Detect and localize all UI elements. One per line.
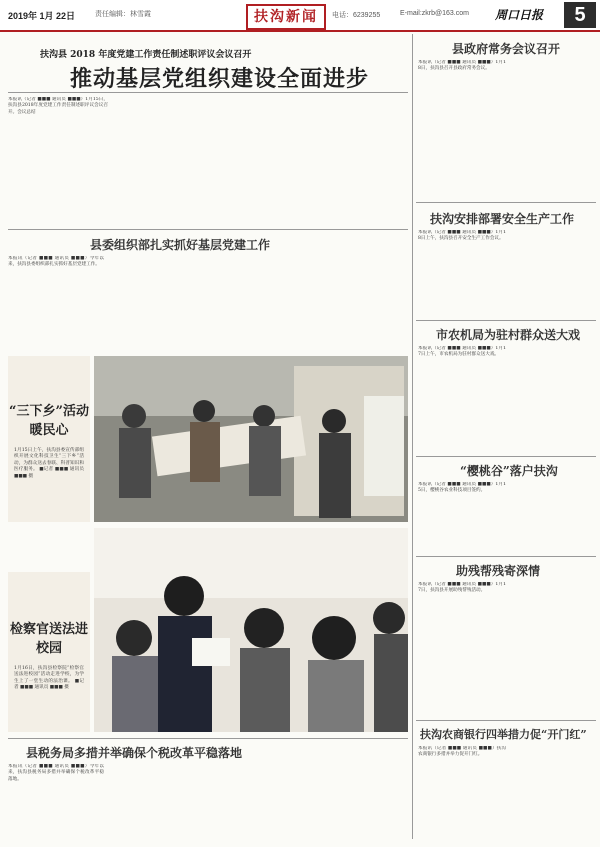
sidebar-body-3a	[418, 346, 506, 452]
photo1-image	[94, 356, 408, 522]
sidebar-body-4a	[418, 482, 506, 552]
page-number: 5	[564, 2, 596, 28]
sidebar-byline-1: 本报讯（记者 ■■■ 通讯员 ■■■）1月18日，扶沟县召开县政府常务会议。	[418, 60, 506, 72]
lead-body-col4	[309, 97, 407, 225]
divider	[8, 229, 408, 230]
lead-kicker: 扶沟县 2018 年度党建工作责任制述职评议会议召开	[40, 50, 252, 60]
masthead	[0, 0, 600, 32]
divider	[8, 738, 408, 739]
photo2-caption: 1月16日，扶沟县检察院“检察官送法进校园”活动走进学校，为学生上了一堂生动的法治课。 ■记者 ■■■ 通讯员 ■■■ 摄	[14, 666, 84, 691]
photo2-title: 检察官送法进校园	[9, 622, 88, 656]
sidebar-byline-3: 本报讯（记者 ■■■ 通讯员 ■■■）1月17日上午，市农机局为驻村群众送大戏。	[418, 346, 506, 358]
sidebar-byline-5: 本报讯（记者 ■■■ 通讯员 ■■■）1月17日，扶沟县开展助残帮残活动。	[418, 582, 506, 594]
sidebar-title-3: 市农机局为驻村群众送大戏	[436, 328, 581, 342]
sidebar-title-5: 助残帮残寄深情	[456, 564, 541, 578]
divider	[416, 320, 596, 321]
issue-date: 2019年 1月 22日	[8, 11, 76, 21]
party-body-col4	[305, 256, 407, 352]
sidebar-body-1b	[508, 60, 594, 198]
sidebar-body-5a	[418, 582, 506, 716]
photo2-image	[94, 528, 408, 732]
lead-headline: 推动基层党组织建设全面进步	[70, 66, 370, 92]
party-article-title: 县委组织部扎实抓好基层党建工作	[90, 238, 271, 252]
divider	[416, 556, 596, 557]
divider	[416, 456, 596, 457]
sidebar-body-6b	[508, 746, 594, 840]
column-divider	[412, 34, 413, 839]
email: E-mail:zkrb@163.com	[400, 10, 469, 17]
lead-body-col3	[210, 97, 306, 225]
party-body-col1	[8, 256, 104, 352]
sidebar-body-6a	[418, 746, 506, 840]
photo1-caption-box	[8, 356, 90, 522]
sidebar-title-4: “樱桃谷”落户扶沟	[460, 464, 558, 478]
section-title: 扶沟新闻	[254, 9, 318, 25]
sidebar-body-5b	[508, 582, 594, 716]
photo1-title: “三下乡”活动暖民心	[9, 404, 89, 438]
lead-byline: 本报讯（记者 ■■■ 通讯员 ■■■）1月15日，扶沟县2018年度党建工作责任制述职评议会议召开。会议总结	[8, 97, 108, 115]
tax-body-col1	[8, 764, 104, 840]
party-byline: 本报讯（记者 ■■■ 通讯员 ■■■）今年以来，扶沟县委组织部扎实抓好基层党建工作。	[8, 256, 104, 268]
sidebar-byline-6: 本报讯（记者 ■■■ 通讯员 ■■■）扶沟农商银行多措并举力促开门红。	[418, 746, 506, 758]
lead-body-col1	[8, 97, 108, 225]
newspaper-brand: 周口日报	[495, 8, 544, 22]
section-title-box	[246, 4, 326, 30]
sidebar-title-2: 扶沟安排部署安全生产工作	[430, 212, 575, 226]
photo1-svg	[94, 356, 408, 522]
divider	[416, 720, 596, 721]
photo1-caption: 1月15日上午，扶沟县委宣传部组织开展文化科技卫生“三下乡”活动，为群众送去春联、科普知识和医疗服务。 ■记者 ■■■ 通讯员 ■■■ 摄	[14, 448, 84, 479]
party-body-col3	[206, 256, 302, 352]
divider	[8, 92, 408, 93]
sidebar-body-2a	[418, 230, 506, 316]
party-body-col2	[107, 256, 203, 352]
sidebar-byline-4: 本报讯（记者 ■■■ 通讯员 ■■■）1月15日，樱桃谷农业科技项目签约。	[418, 482, 506, 494]
sidebar-title-6: 扶沟农商银行四举措力促“开门红”	[420, 728, 587, 741]
tax-body-col4	[305, 764, 407, 840]
tax-article-title: 县税务局多措并举确保个税改革平稳落地	[26, 746, 243, 760]
lead-body-col2	[111, 97, 207, 225]
tax-body-col2	[107, 764, 203, 840]
sidebar-body-1a	[418, 60, 506, 198]
sidebar-body-3b	[508, 346, 594, 452]
sidebar-body-4b	[508, 482, 594, 552]
sidebar-title-1: 县政府常务会议召开	[452, 42, 561, 56]
photo2-caption-box	[8, 572, 90, 732]
tax-byline: 本报讯（记者 ■■■ 通讯员 ■■■）今年以来，扶沟县税务局多措并举确保个税改革平稳落地。	[8, 764, 104, 782]
divider	[416, 202, 596, 203]
sidebar-body-2b	[508, 230, 594, 316]
sidebar-byline-2: 本报讯（记者 ■■■ 通讯员 ■■■）1月18日上午，扶沟县召开安全生产工作会议。	[418, 230, 506, 242]
tax-body-col3	[206, 764, 302, 840]
hotline: 电话：6239255	[332, 12, 381, 19]
editor-credit: 责任编辑：林雪霞	[95, 11, 151, 18]
photo2-svg	[94, 528, 408, 732]
